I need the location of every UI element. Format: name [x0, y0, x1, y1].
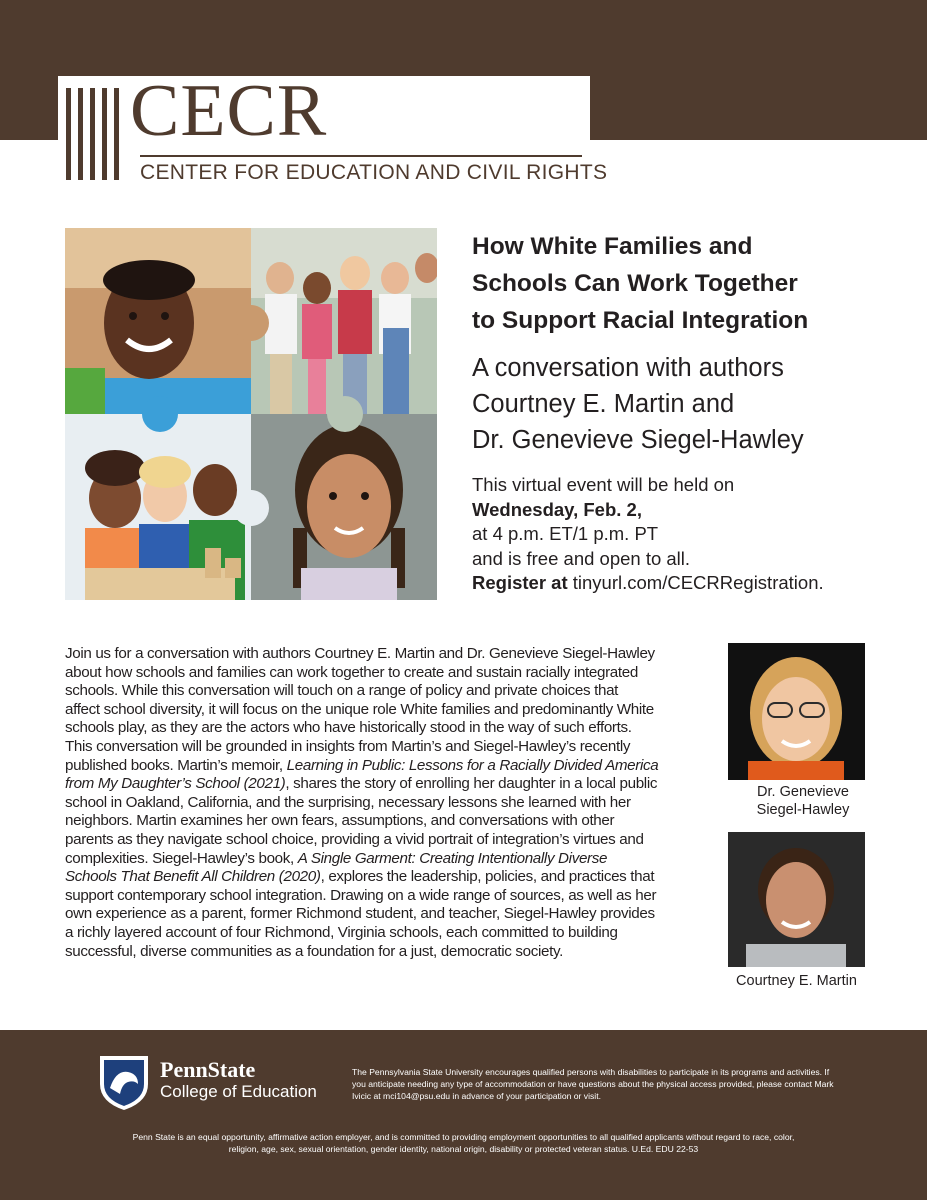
book-title-siegel-hawley: A Single Garment: Creating Intentionally Diverse [297, 849, 608, 867]
event-description [65, 645, 705, 961]
accessibility-notice [352, 1066, 852, 1102]
description-line: school in Oakland, California, and the surprising, necessary lessons she learned with her [65, 793, 631, 811]
event-subtitle-line: Dr. Genevieve Siegel-Hawley [472, 426, 804, 454]
photo-girl-braids [251, 414, 437, 600]
speaker-caption-siegel-hawley [728, 783, 878, 819]
register-line [472, 571, 912, 596]
description-line: own experience as a parent, former Richmond student, and teacher, Siegel-Hawley provides [65, 905, 655, 923]
description-text: , shares the story of enrolling her daughter in a local public [285, 775, 658, 793]
description-text: complexities. Siegel-Hawley’s book, [65, 849, 294, 867]
notice-line: The Pennsylvania State University encourages qualified persons with disabilities to participate in its programs and activities. If [352, 1067, 830, 1077]
description-line: a richly layered account of four Richmond, Virginia schools, each committed to building [65, 923, 618, 941]
speaker-caption-line: Dr. Genevieve [757, 784, 849, 800]
description-line [65, 775, 705, 794]
description-line: This conversation will be grounded in insights from Martin’s and Siegel-Hawley’s recently [65, 737, 631, 755]
speaker-caption-martin: Courtney E. Martin [736, 973, 857, 989]
eoe-line: Penn State is an equal opportunity, affirmative action employer, and is committed to providing employment opportunities to all qualified applicants without regard to race, color, [132, 1132, 795, 1142]
description-line: schools. While this conversation will touch on a range of policy and private choices that [65, 682, 619, 700]
event-title-line: How White Families and [472, 233, 753, 260]
children-photo-collage [65, 228, 437, 600]
event-time: at 4 p.m. ET/1 p.m. PT [472, 523, 659, 545]
description-line: support contemporary school integration. Drawing on a wide range of sources, as well as her [65, 886, 657, 904]
photo-boy-smiling [65, 228, 251, 414]
logo-divider [140, 155, 582, 157]
event-title [472, 228, 882, 339]
penn-state-shield-icon [98, 1054, 150, 1112]
event-subtitle-line: Courtney E. Martin and [472, 390, 735, 418]
eoe-line: religion, age, sex, sexual orientation, gender identity, national origin, disability or protected veteran status. U.Ed. EDU 22-53 [228, 1144, 699, 1154]
penn-state-college: College of Education [160, 1082, 317, 1101]
register-link[interactable]: tinyurl.com/CECRRegistration. [572, 572, 824, 594]
speaker-photo-siegel-hawley [728, 643, 865, 780]
event-free-notice: and is free and open to all. [472, 547, 691, 569]
description-text: , explores the leadership, policies, and practices that [320, 868, 655, 886]
notice-line: you anticipate needing any type of accommodation or have questions about the physical access provided, please contact Mark [352, 1079, 834, 1089]
description-line: affect school diversity, it will focus on the unique role White families and predominantly White [65, 700, 654, 718]
description-line [65, 757, 705, 776]
register-label: Register at [472, 572, 568, 594]
book-title-martin: Learning in Public: Lessons for a Racially Divided America [286, 756, 659, 774]
description-line: about how schools and families can work together to create and sustain racially integrated [65, 663, 638, 681]
description-line: parents as they navigate school choice, providing a vivid portrait of integration’s virtues and [65, 830, 644, 848]
logo-subtitle: CENTER FOR EDUCATION AND CIVIL RIGHTS [140, 161, 608, 184]
speaker-caption-line: Siegel-Hawley [756, 802, 850, 818]
photo-kids-blocks [65, 414, 251, 600]
header-white-strip [672, 140, 927, 188]
penn-state-name: PennState [160, 1057, 256, 1082]
cecr-bars-icon [66, 88, 122, 180]
description-text: published books. Martin’s memoir, [65, 756, 283, 774]
description-line: neighbors. Martin examines her own fears, assumptions, and conversations with other [65, 812, 615, 830]
notice-line: Ivicic at mci104@psu.edu in advance of your participation or visit. [352, 1091, 601, 1101]
book-title-siegel-hawley-cont: Schools That Benefit All Children (2020) [65, 868, 321, 886]
description-line [65, 850, 705, 869]
event-subtitle-line: A conversation with authors [472, 354, 784, 382]
event-date: Wednesday, Feb. 2, [472, 498, 642, 520]
event-details-intro: This virtual event will be held on [472, 474, 735, 495]
description-line: schools play, as they are the actors who have historically stood in the way of such efforts. [65, 719, 632, 737]
speaker-photo-martin [728, 832, 865, 967]
photo-kids-group [251, 228, 437, 414]
description-line: successful, diverse communities as a foundation for a just, democratic society. [65, 942, 563, 960]
event-title-line: to Support Racial Integration [472, 307, 809, 334]
event-title-line: Schools Can Work Together [472, 270, 798, 297]
book-title-martin-cont: from My Daughter’s School (2021) [65, 775, 286, 793]
description-line: Join us for a conversation with authors Courtney E. Martin and Dr. Genevieve Siegel-Hawley [65, 645, 655, 662]
logo-title: CECR [130, 70, 328, 152]
equal-opportunity-statement [80, 1131, 847, 1155]
description-line [65, 868, 705, 887]
event-details [472, 473, 912, 596]
event-subtitle [472, 350, 912, 458]
